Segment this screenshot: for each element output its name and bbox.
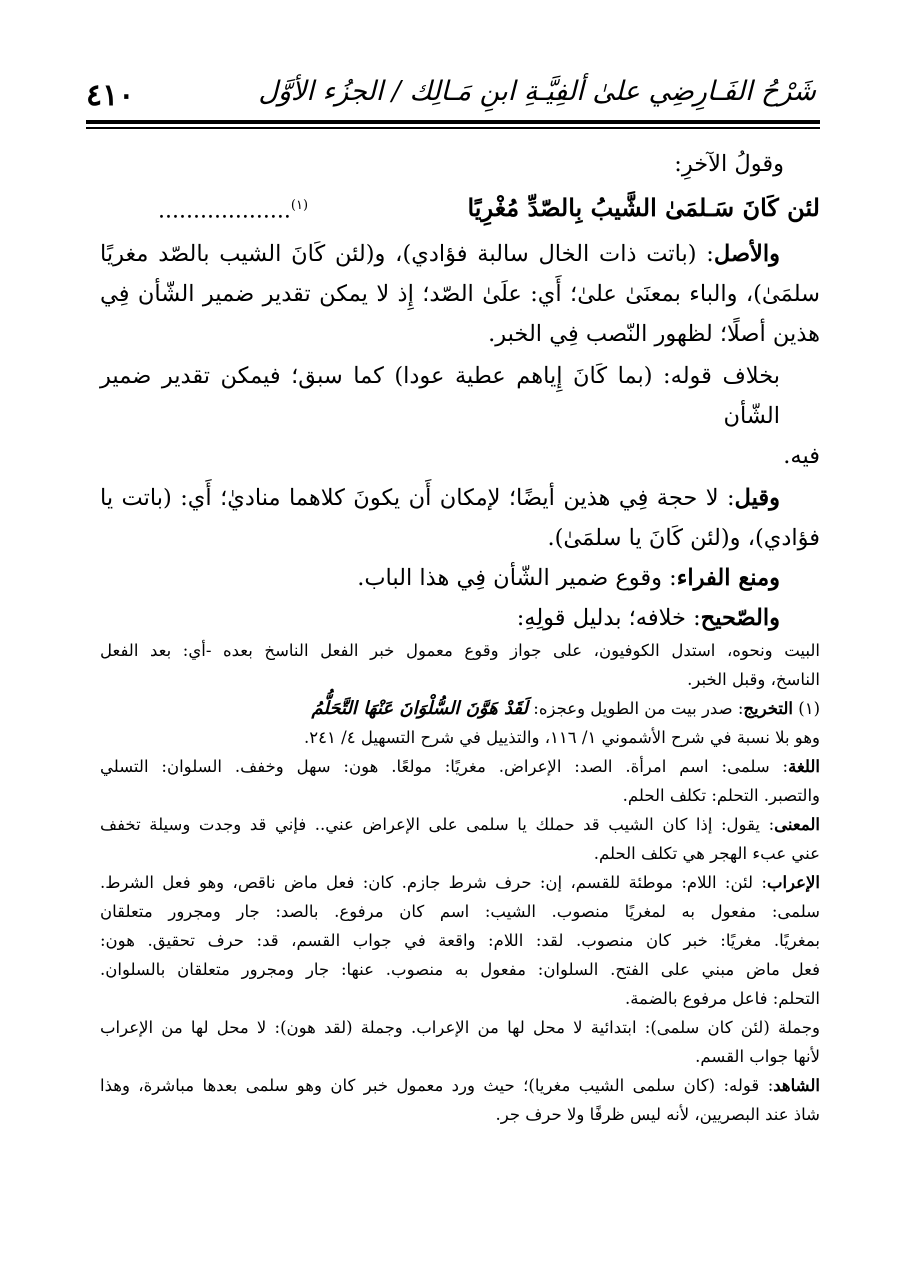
term-label: والأصل <box>713 241 780 267</box>
term-label: الشاهد <box>773 1076 820 1095</box>
footnotes <box>100 636 820 1129</box>
footnote-line: وهو بلا نسبة في شرح الأشموني ١/ ١١٦، والتذييل في شرح التسهيل ٤/ ٢٤١. <box>304 728 820 747</box>
footnote-line: سلمى: مفعول به لمغريًا منصوب. الشيب: اسم كان مرفوع. بالصد: جار ومجرور متعلقان <box>100 902 820 921</box>
footnote-line: فعل ماض مبني على الفتح. السلوان: مفعول به منصوب. عنها: جار ومجرور متعلقان بالسلوان. <box>100 960 820 979</box>
paragraph-alternative-view <box>100 478 820 558</box>
footnote-line: البيت ونحوه، استدل الكوفيون، على جواز وقوع معمول خبر الفعل الناسخ بعده -أي: بعد الفعل <box>100 641 820 660</box>
page-number: ٤١٠ <box>86 78 135 113</box>
footnote-line: الناسخ، وقبل الخبر. <box>687 670 820 689</box>
text-span: : لئن: اللام: موطئة للقسم، إن: حرف شرط جازم. كان: فعل ماض ناقص، وهو فعل الشرط. <box>100 873 767 892</box>
text-span: : خلافه؛ بدليل قولِهِ: <box>516 605 701 631</box>
header-rule-thick <box>86 120 820 124</box>
paragraph-correct-view <box>100 598 820 638</box>
footnote-takhrij <box>100 694 820 723</box>
main-text <box>100 140 820 638</box>
text-span: : سلمى: اسم امرأة. الصد: الإعراض. مغريًا: مولعًا. هون: سهل وخفف. السلوان: التسلي <box>100 757 789 776</box>
verse-omission-dots <box>158 182 308 235</box>
footnote-line: وجملة (لئن كان سلمى): ابتدائية لا محل لها من الإعراب. وجملة (لقد هون): لا محل لها من الإعراب <box>100 1018 820 1037</box>
page-header <box>86 74 816 118</box>
paragraph-farra <box>100 558 820 598</box>
text-span: : لا حجة فِي هذين أيضًا؛ لإمكان أَن يكونَ كلاهما مناديٰ؛ أَي: (باتت يا <box>100 485 735 511</box>
term-label: ومنع الفراء <box>676 565 780 591</box>
text-line: فيه. <box>783 443 820 469</box>
term-label: وقيل <box>734 485 780 511</box>
verse-second-half: لَقَدْ هَوَّنَ السُّلْوَانَ عَنْهَا التَّحَلُّمُ <box>311 698 529 719</box>
term-label: والصّحيح <box>700 605 780 631</box>
text-line: بخلاف قوله: (بما كَانَ إِياهم عطية عودا) كما سبق؛ فيمكن تقدير ضمير الشّأن <box>100 363 780 429</box>
header-rule-thin <box>86 127 820 129</box>
text-span: : قوله: (كان سلمى الشيب مغريا)؛ حيث ورد معمول خبر كان وهو سلمى بعدها مباشرة، وهذا <box>100 1076 774 1095</box>
text-span: : (باتت ذات الخال سالبة فؤادي)، و(لئن كَانَ الشيب بالصّد مغريًا <box>100 241 714 267</box>
verse-hemistich: لئن كَانَ سَـلمَىٰ الشَّيبُ بِالصّدِّ مُغْرِيًا <box>467 193 820 222</box>
footnote-line <box>100 752 820 781</box>
text-line <box>100 234 820 274</box>
paragraph-contrast <box>100 356 820 476</box>
text-line: فؤادي)، و(لئن كَانَ يا سلمَىٰ). <box>547 525 820 551</box>
text-span: : صدر بيت من الطويل وعجزه: <box>533 699 744 718</box>
footnote-line: لأنها جواب القسم. <box>695 1047 820 1066</box>
footnote-line <box>100 810 820 839</box>
footnote-line <box>100 868 820 897</box>
footnote-line: عني عبء الهجر هي تكلف الحلم. <box>593 844 820 863</box>
text-line: سلمَىٰ)، والباء بمعنَىٰ علىٰ؛ أَي: علَىٰ الصّد؛ إِذ لا يمكن تقدير ضمير الشّأن فِي <box>100 281 820 307</box>
verse-line <box>100 184 820 232</box>
term-label: اللغة <box>788 757 820 776</box>
paragraph-original <box>100 234 820 354</box>
footnote-number: (١) <box>798 699 820 718</box>
text-line: هذين أصلًا؛ لظهور النّصب فِي الخبر. <box>488 321 820 347</box>
term-label: التخريج <box>743 699 793 718</box>
footnote-line: بمغريًا. مغريًا: خبر كان منصوب. لقد: اللام: واقعة في جواب القسم، قد: حرف تحقيق. هون: <box>100 931 820 950</box>
running-title: شَرْحُ الفَـارِضِي علىٰ ألفِيَّـةِ ابنِ مَـالِك / الجزُء الأوَّل <box>258 76 816 107</box>
term-label: الإعراب <box>766 873 820 892</box>
footnote-line <box>100 1071 820 1100</box>
verse-intro: وقولُ الآخرِ: <box>674 151 784 177</box>
text-span: : يقول: إذا كان الشيب قد حملك يا سلمى على الإعراض عني.. فإني قد وجدت وسيلة تخفف <box>100 815 775 834</box>
footnote-line: التحلم: فاعل مرفوع بالضمة. <box>624 989 820 1008</box>
omission-dots-text: ................... <box>158 198 291 224</box>
footnote-marker: (١) <box>290 198 309 213</box>
footnote-line: والتصبر. التحلم: تكلف الحلم. <box>622 786 820 805</box>
text-line <box>100 478 820 518</box>
term-label: المعنى <box>774 815 820 834</box>
footnote-line: شاذ عند البصريين، لأنه ليس ظرفًا ولا حرف جر. <box>495 1105 820 1124</box>
text-span: : وقوع ضمير الشّأن فِي هذا الباب. <box>357 565 677 591</box>
